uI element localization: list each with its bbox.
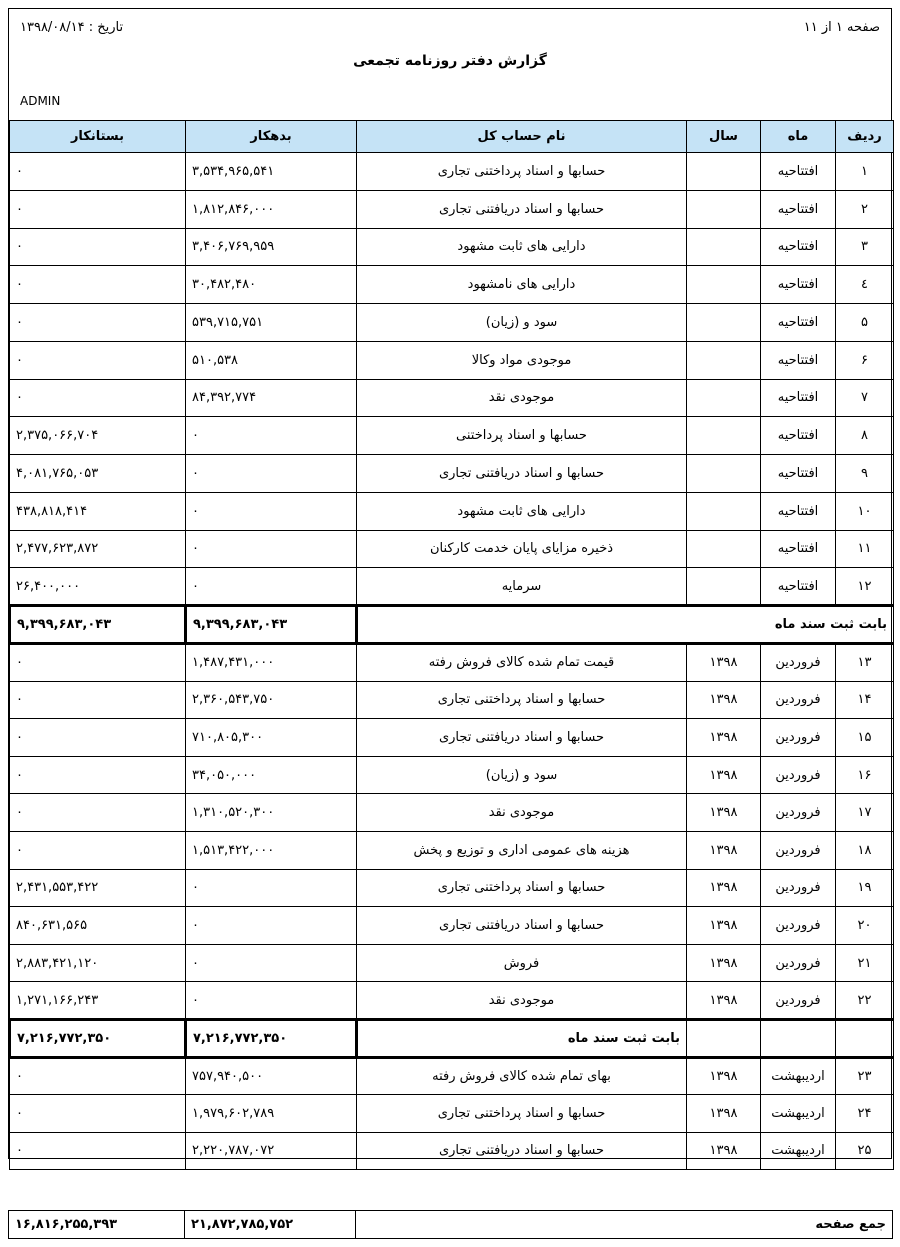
- table-row: [10, 379, 894, 417]
- year-cell: ۱۳۹۸: [687, 681, 761, 719]
- account-name-cell: دارایی های ثابت مشهود: [357, 492, 687, 530]
- account-name-cell: حسابها و اسناد دریافتنی تجاری: [357, 455, 687, 493]
- table-row: [10, 982, 894, 1020]
- table-row: [10, 228, 894, 266]
- table-row: [10, 907, 894, 945]
- month-cell: فروردین: [761, 644, 836, 682]
- debit-cell: ۱,۴۸۷,۴۳۱,۰۰۰: [186, 644, 357, 682]
- page-total-debit: ۲۱,۸۷۲,۷۸۵,۷۵۲: [185, 1211, 356, 1239]
- table-row: [10, 756, 894, 794]
- row-number-cell: ۶: [836, 341, 894, 379]
- credit-cell: ۸۴۰,۶۳۱,۵۶۵: [10, 907, 186, 945]
- page-number: صفحه ۱ از ۱۱: [803, 20, 880, 35]
- credit-cell: ۴۳۸,۸۱۸,۴۱۴: [10, 492, 186, 530]
- credit-cell: ۰: [10, 831, 186, 869]
- debit-cell: ۰: [186, 982, 357, 1020]
- year-cell: ۱۳۹۸: [687, 982, 761, 1020]
- month-cell: افتتاحیه: [761, 190, 836, 228]
- row-number-cell: ۱: [836, 153, 894, 191]
- table-row: [10, 190, 894, 228]
- month-cell: اردیبهشت: [761, 1132, 836, 1169]
- table-row: [10, 794, 894, 832]
- month-cell: فروردین: [761, 681, 836, 719]
- debit-cell: ۱,۹۷۹,۶۰۲,۷۸۹: [186, 1095, 357, 1132]
- year-cell: [687, 341, 761, 379]
- account-name-cell: حسابها و اسناد دریافتنی تجاری: [357, 190, 687, 228]
- row-number-cell: ۹: [836, 455, 894, 493]
- table-row: [10, 530, 894, 568]
- user-name: ADMIN: [20, 94, 61, 108]
- table-row: [10, 266, 894, 304]
- month-cell: افتتاحیه: [761, 417, 836, 455]
- credit-cell: ۰: [10, 266, 186, 304]
- page-total-label: جمع صفحه: [356, 1211, 893, 1239]
- month-cell: افتتاحیه: [761, 379, 836, 417]
- year-cell: [687, 153, 761, 191]
- row-number-cell: ۲۵: [836, 1132, 894, 1169]
- empty-cell: [761, 1019, 836, 1057]
- credit-cell: ۰: [10, 304, 186, 342]
- year-cell: ۱۳۹۸: [687, 644, 761, 682]
- account-name-cell: حسابها و اسناد پرداختنی تجاری: [357, 869, 687, 907]
- debit-cell: ۵۳۹,۷۱۵,۷۵۱: [186, 304, 357, 342]
- row-number-cell: ۲۴: [836, 1095, 894, 1132]
- debit-cell: ۷۱۰,۸۰۵,۳۰۰: [186, 719, 357, 757]
- year-cell: ۱۳۹۸: [687, 756, 761, 794]
- debit-cell: ۱,۵۱۳,۴۲۲,۰۰۰: [186, 831, 357, 869]
- year-cell: ۱۳۹۸: [687, 944, 761, 982]
- account-name-cell: حسابها و اسناد پرداختنی تجاری: [357, 1095, 687, 1132]
- credit-cell: ۲,۴۷۷,۶۲۳,۸۷۲: [10, 530, 186, 568]
- table-header-row: [10, 121, 894, 153]
- table-row: [10, 492, 894, 530]
- table-row: [10, 455, 894, 493]
- debit-cell: ۰: [186, 455, 357, 493]
- month-cell: افتتاحیه: [761, 341, 836, 379]
- credit-cell: ۰: [10, 719, 186, 757]
- year-cell: [687, 492, 761, 530]
- row-number-cell: ۵: [836, 304, 894, 342]
- column-header-year: سال: [687, 121, 761, 153]
- row-number-cell: ۱۶: [836, 756, 894, 794]
- credit-cell: ۲,۸۸۳,۴۲۱,۱۲۰: [10, 944, 186, 982]
- credit-cell: ۰: [10, 644, 186, 682]
- subtotal-row-opening: [10, 606, 894, 644]
- month-cell: اردیبهشت: [761, 1057, 836, 1094]
- row-number-cell: ۳: [836, 228, 894, 266]
- month-cell: افتتاحیه: [761, 153, 836, 191]
- year-cell: [687, 266, 761, 304]
- empty-cell: [687, 1019, 761, 1057]
- row-number-cell: ۱۰: [836, 492, 894, 530]
- table-row: [10, 681, 894, 719]
- month-cell: فروردین: [761, 982, 836, 1020]
- account-name-cell: حسابها و اسناد پرداختنی: [357, 417, 687, 455]
- row-number-cell: ۱۳: [836, 644, 894, 682]
- table-row: [10, 304, 894, 342]
- account-name-cell: قیمت تمام شده کالای فروش رفته: [357, 644, 687, 682]
- page-total-table: [8, 1210, 893, 1239]
- column-header-month: ماه: [761, 121, 836, 153]
- credit-cell: ۰: [10, 1132, 186, 1169]
- row-number-cell: ۸: [836, 417, 894, 455]
- table-row: [10, 831, 894, 869]
- account-name-cell: هزینه های عمومی اداری و توزیع و پخش: [357, 831, 687, 869]
- year-cell: ۱۳۹۸: [687, 831, 761, 869]
- year-cell: ۱۳۹۸: [687, 1132, 761, 1169]
- column-header-row-number: ردیف: [836, 121, 894, 153]
- subtotal-label: بابت ثبت سند ماه: [357, 606, 894, 644]
- debit-cell: ۵۱۰,۵۳۸: [186, 341, 357, 379]
- month-cell: افتتاحیه: [761, 266, 836, 304]
- credit-cell: ۰: [10, 379, 186, 417]
- debit-cell: ۱,۳۱۰,۵۲۰,۳۰۰: [186, 794, 357, 832]
- subtotal-label: بابت ثبت سند ماه: [357, 1019, 687, 1057]
- debit-cell: ۰: [186, 907, 357, 945]
- account-name-cell: سود و (زیان): [357, 756, 687, 794]
- row-number-cell: ۲: [836, 190, 894, 228]
- row-number-cell: ۱۲: [836, 568, 894, 606]
- month-cell: افتتاحیه: [761, 304, 836, 342]
- table-row: [10, 153, 894, 191]
- debit-cell: ۰: [186, 417, 357, 455]
- account-name-cell: فروش: [357, 944, 687, 982]
- credit-cell: ۰: [10, 153, 186, 191]
- row-number-cell: ۲۲: [836, 982, 894, 1020]
- row-number-cell: ۱۴: [836, 681, 894, 719]
- report-title: گزارش دفتر روزنامه تجمعی: [353, 53, 547, 69]
- account-name-cell: دارایی های ثابت مشهود: [357, 228, 687, 266]
- row-number-cell: ۱۸: [836, 831, 894, 869]
- account-name-cell: دارایی های نامشهود: [357, 266, 687, 304]
- table-row: [10, 944, 894, 982]
- debit-cell: ۱,۸۱۲,۸۴۶,۰۰۰: [186, 190, 357, 228]
- account-name-cell: حسابها و اسناد دریافتنی تجاری: [357, 1132, 687, 1169]
- year-cell: ۱۳۹۸: [687, 1057, 761, 1094]
- credit-cell: ۰: [10, 1057, 186, 1094]
- row-number-cell: ۱۹: [836, 869, 894, 907]
- credit-cell: ۰: [10, 794, 186, 832]
- subtotal-row-farvardin: [10, 1019, 894, 1057]
- table-row: [10, 1057, 894, 1094]
- year-cell: [687, 417, 761, 455]
- debit-cell: ۳,۴۰۶,۷۶۹,۹۵۹: [186, 228, 357, 266]
- column-header-debit: بدهکار: [186, 121, 357, 153]
- account-name-cell: موجودی مواد وکالا: [357, 341, 687, 379]
- year-cell: [687, 190, 761, 228]
- month-cell: افتتاحیه: [761, 492, 836, 530]
- month-cell: اردیبهشت: [761, 1095, 836, 1132]
- account-name-cell: حسابها و اسناد دریافتنی تجاری: [357, 719, 687, 757]
- year-cell: [687, 530, 761, 568]
- month-cell: فروردین: [761, 907, 836, 945]
- month-cell: افتتاحیه: [761, 455, 836, 493]
- credit-cell: ۰: [10, 681, 186, 719]
- year-cell: ۱۳۹۸: [687, 869, 761, 907]
- table-row: [10, 1132, 894, 1169]
- row-number-cell: ٤: [836, 266, 894, 304]
- credit-cell: ۰: [10, 341, 186, 379]
- debit-cell: ۰: [186, 869, 357, 907]
- debit-cell: ۳۰,۴۸۲,۴۸۰: [186, 266, 357, 304]
- debit-cell: ۲,۲۲۰,۷۸۷,۰۷۲: [186, 1132, 357, 1169]
- credit-cell: ۰: [10, 1095, 186, 1132]
- year-cell: [687, 228, 761, 266]
- month-cell: افتتاحیه: [761, 530, 836, 568]
- account-name-cell: حسابها و اسناد پرداختنی تجاری: [357, 153, 687, 191]
- year-cell: [687, 568, 761, 606]
- row-number-cell: ۷: [836, 379, 894, 417]
- credit-cell: ۰: [10, 190, 186, 228]
- column-header-credit: بستانکار: [10, 121, 186, 153]
- debit-cell: ۰: [186, 944, 357, 982]
- debit-cell: ۰: [186, 530, 357, 568]
- credit-cell: ۲۶,۴۰۰,۰۰۰: [10, 568, 186, 606]
- subtotal-credit: ۹,۳۹۹,۶۸۳,۰۴۳: [10, 606, 186, 644]
- debit-cell: ۳,۵۳۴,۹۶۵,۵۴۱: [186, 153, 357, 191]
- month-cell: فروردین: [761, 756, 836, 794]
- year-cell: [687, 304, 761, 342]
- credit-cell: ۴,۰۸۱,۷۶۵,۰۵۳: [10, 455, 186, 493]
- row-number-cell: ۱۱: [836, 530, 894, 568]
- month-cell: فروردین: [761, 944, 836, 982]
- year-cell: [687, 379, 761, 417]
- account-name-cell: سرمایه: [357, 568, 687, 606]
- year-cell: ۱۳۹۸: [687, 907, 761, 945]
- credit-cell: ۱,۲۷۱,۱۶۶,۲۴۳: [10, 982, 186, 1020]
- month-cell: فروردین: [761, 831, 836, 869]
- debit-cell: ۳۴,۰۵۰,۰۰۰: [186, 756, 357, 794]
- month-cell: فروردین: [761, 719, 836, 757]
- account-name-cell: موجودی نقد: [357, 794, 687, 832]
- year-cell: ۱۳۹۸: [687, 794, 761, 832]
- table-row: [10, 719, 894, 757]
- row-number-cell: ۲۳: [836, 1057, 894, 1094]
- report-date: تاریخ : ۱۳۹۸/۰۸/۱۴: [20, 20, 124, 35]
- row-number-cell: ۱۵: [836, 719, 894, 757]
- month-cell: فروردین: [761, 869, 836, 907]
- credit-cell: ۲,۴۳۱,۵۵۳,۴۲۲: [10, 869, 186, 907]
- row-number-cell: ۲۱: [836, 944, 894, 982]
- column-header-account: نام حساب کل: [357, 121, 687, 153]
- debit-cell: ۲,۳۶۰,۵۴۳,۷۵۰: [186, 681, 357, 719]
- page-total-credit: ۱۶,۸۱۶,۲۵۵,۳۹۳: [9, 1211, 185, 1239]
- table-row: [10, 869, 894, 907]
- subtotal-debit: ۷,۲۱۶,۷۷۲,۳۵۰: [186, 1019, 357, 1057]
- credit-cell: ۰: [10, 228, 186, 266]
- table-row: [10, 644, 894, 682]
- subtotal-credit: ۷,۲۱۶,۷۷۲,۳۵۰: [10, 1019, 186, 1057]
- account-name-cell: سود و (زیان): [357, 304, 687, 342]
- account-name-cell: ذخیره مزایای پایان خدمت کارکنان: [357, 530, 687, 568]
- account-name-cell: حسابها و اسناد دریافتنی تجاری: [357, 907, 687, 945]
- page-total-row: [9, 1211, 893, 1239]
- year-cell: ۱۳۹۸: [687, 719, 761, 757]
- account-name-cell: موجودی نقد: [357, 379, 687, 417]
- table-row: [10, 1095, 894, 1132]
- month-cell: افتتاحیه: [761, 568, 836, 606]
- journal-table: [8, 120, 894, 1170]
- debit-cell: ۰: [186, 492, 357, 530]
- year-cell: ۱۳۹۸: [687, 1095, 761, 1132]
- empty-cell: [836, 1019, 894, 1057]
- account-name-cell: بهای تمام شده کالای فروش رفته: [357, 1057, 687, 1094]
- subtotal-debit: ۹,۳۹۹,۶۸۳,۰۴۳: [186, 606, 357, 644]
- credit-cell: ۲,۳۷۵,۰۶۶,۷۰۴: [10, 417, 186, 455]
- debit-cell: ۷۵۷,۹۴۰,۵۰۰: [186, 1057, 357, 1094]
- month-cell: فروردین: [761, 794, 836, 832]
- table-row: [10, 568, 894, 606]
- account-name-cell: موجودی نقد: [357, 982, 687, 1020]
- table-row: [10, 417, 894, 455]
- row-number-cell: ۲۰: [836, 907, 894, 945]
- row-number-cell: ۱۷: [836, 794, 894, 832]
- debit-cell: ۸۴,۳۹۲,۷۷۴: [186, 379, 357, 417]
- credit-cell: ۰: [10, 756, 186, 794]
- debit-cell: ۰: [186, 568, 357, 606]
- month-cell: افتتاحیه: [761, 228, 836, 266]
- account-name-cell: حسابها و اسناد پرداختنی تجاری: [357, 681, 687, 719]
- table-row: [10, 341, 894, 379]
- year-cell: [687, 455, 761, 493]
